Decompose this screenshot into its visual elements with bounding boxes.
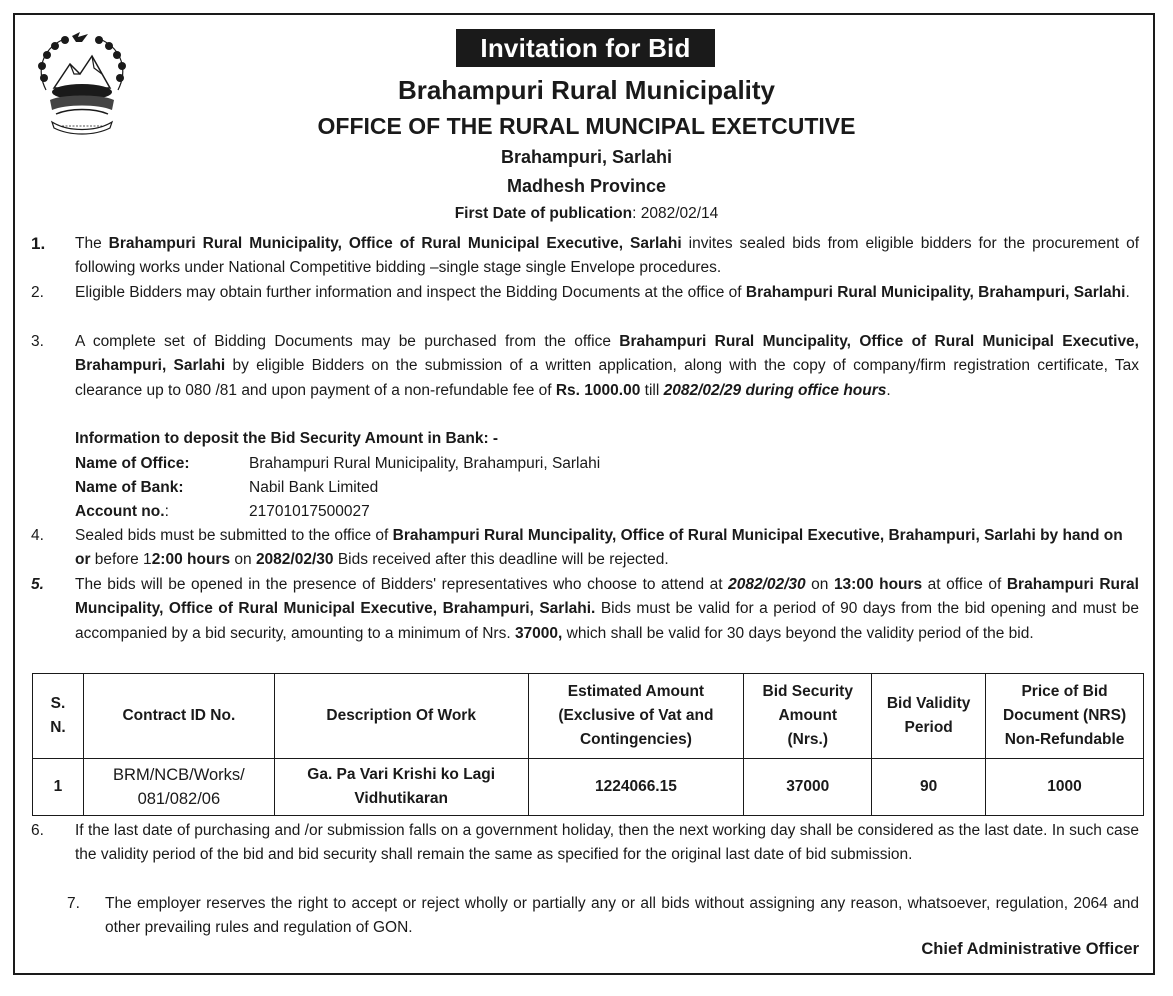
signatory-title: Chief Administrative Officer: [921, 940, 1139, 958]
table-header-row: [33, 674, 1144, 759]
clause-text: The employer reserves the right to accept or reject wholly or partially any or all bids without assigning any reason, whatsoever, regulation, 2064 and other prevailing rules and regulation of GON.: [105, 895, 1139, 937]
clause-number: 5.: [31, 576, 44, 593]
cell-estimated-amount: 1224066.15: [528, 759, 744, 816]
clause-number: 4.: [31, 527, 44, 544]
clause-number: 1.: [31, 234, 46, 253]
province-name: Madhesh Province: [506, 176, 667, 196]
publication-date: : 2082/02/14: [632, 205, 719, 222]
office-location: Brahampuri, Sarlahi: [500, 147, 673, 167]
cell-sn: 1: [33, 759, 84, 816]
bank-office-value: Brahampuri Rural Municipality, Brahampuri, Sarlahi: [249, 455, 601, 472]
bank-office-label: Name of Office:: [75, 455, 190, 472]
cell-contract-id: BRM/NCB/Works/ 081/082/06: [83, 759, 274, 816]
cell-bid-security: 37000: [744, 759, 872, 816]
cell-description: Ga. Pa Vari Krishi ko Lagi Vidhutikaran: [274, 759, 528, 816]
bank-account-value: 21701017500027: [249, 503, 370, 520]
clause-text: Eligible Bidders may obtain further information and inspect the Bidding Documents at the office of Brahampuri Rural Municipality, Brahampuri, Sarlahi.: [75, 284, 1130, 301]
clause-text: Sealed bids must be submitted to the office of Brahampuri Rural Muncipality, Office of Rural Municipal Executive, Brahampuri, Sarlahi by hand on or before 12:00 hours on 2082/02/30 Bids received after this deadline will be rejected.: [75, 527, 1123, 569]
clause-text: A complete set of Bidding Documents may be purchased from the office Brahampuri Rural Muncipality, Office of Rural Municipal Executive, Brahampuri, Sarlahi by eligible Bidders on the submission of a written application, along with the copy of company/firm registration certificate, Tax clearance up to 080 /81 and upon payment of a non-refundable fee of Rs. 1000.00 till 2082/02/29 during office hours.: [75, 333, 1139, 399]
bank-name-value: Nabil Bank Limited: [249, 479, 379, 496]
col-header-bid-validity: Bid Validity Period: [872, 674, 986, 759]
col-header-contract: Contract ID No.: [83, 674, 274, 759]
clause-number: 7.: [67, 895, 80, 912]
clause-text: The bids will be opened in the presence of Bidders' representatives who choose to attend at 2082/02/30 on 13:00 hours at office of Brahampuri Rural Muncipality, Office of Rural Municipal Executive, Brahampuri, Sarlahi. Bids must be valid for a period of 90 days from the bid opening and must be accompanied by a bid security, amounting to a minimum of Nrs. 37000, which shall be valid for 30 days beyond the validity period of the bid.: [75, 576, 1139, 642]
bank-account-label: Account no.:: [75, 503, 169, 520]
cell-document-price: 1000: [986, 759, 1144, 816]
bid-table: [32, 673, 1144, 816]
col-header-bid-security: Bid Security Amount (Nrs.): [744, 674, 872, 759]
clause-text: If the last date of purchasing and /or submission falls on a government holiday, then the next working day shall be considered as the last date. In such case the validity period of the bid and bid security shall remain the same as specified for the original last date of bid submission.: [75, 822, 1139, 864]
office-name: OFFICE OF THE RURAL MUNCIPAL EXETCUTIVE: [317, 113, 856, 139]
clause-number: 3.: [31, 333, 44, 350]
table-row: [33, 759, 1144, 816]
col-header-document-price: Price of Bid Document (NRS) Non-Refundable: [986, 674, 1144, 759]
col-header-sn: S. N.: [33, 674, 84, 759]
clause-number: 2.: [31, 284, 44, 301]
bank-name-label: Name of Bank:: [75, 479, 184, 496]
publication-date-line: [0, 205, 1173, 223]
clause-number: 6.: [31, 822, 44, 839]
cell-bid-validity: 90: [872, 759, 986, 816]
notice-title: Invitation for Bid: [456, 29, 715, 67]
org-name: Brahampuri Rural Municipality: [397, 75, 776, 105]
publication-label: First Date of publication: [454, 205, 633, 222]
bank-info-heading: Information to deposit the Bid Security Amount in Bank: -: [75, 430, 499, 447]
col-header-estimated-amount: Estimated Amount (Exclusive of Vat and Contingencies): [528, 674, 744, 759]
clause-text: The Brahampuri Rural Municipality, Office of Rural Municipal Executive, Sarlahi invites sealed bids from eligible bidders for the procurement of following works under National Competitive bidding –single stage single Envelope procedures.: [75, 235, 1140, 277]
col-header-description: Description Of Work: [274, 674, 528, 759]
